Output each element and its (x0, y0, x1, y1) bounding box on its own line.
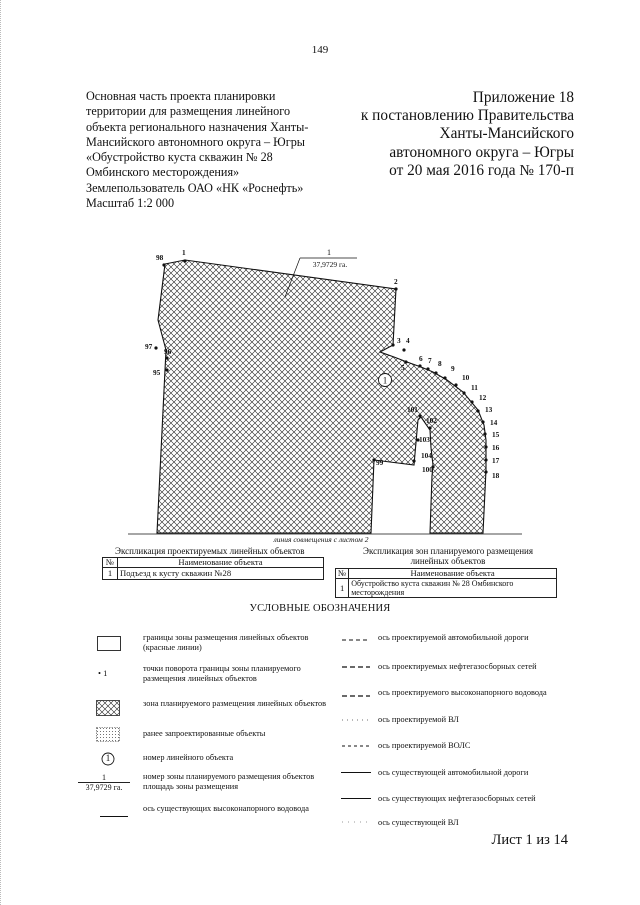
point-label-98: 98 (156, 253, 164, 262)
point-marker (162, 263, 165, 266)
table-header-row (103, 558, 324, 568)
right-table-caption-line: линейных объектов (410, 556, 486, 566)
dash-line-icon (342, 638, 370, 642)
table-cell: 1 (336, 579, 349, 598)
point-marker (462, 391, 465, 394)
point-label-97: 97 (145, 342, 153, 351)
object-number: 1 (382, 375, 388, 386)
zone-fraction-icon (78, 773, 130, 792)
point-marker (394, 287, 397, 290)
point-label-12: 12 (479, 393, 487, 402)
point-marker (443, 376, 446, 379)
legend-item-text: ранее запроектированные объекты (143, 729, 266, 738)
table-header-cell: № (336, 569, 349, 579)
left-title-line: Основная часть проекта планировки (86, 89, 276, 103)
table-row (103, 568, 324, 580)
table-header-cell: Наименование объекта (118, 558, 324, 568)
legend-item-text: ось проектируемой ВОЛС (378, 741, 471, 750)
red-line-rect-icon (97, 636, 121, 651)
point-label-95: 95 (153, 368, 161, 377)
point-label-2: 2 (394, 277, 398, 286)
dot-line-icon (342, 718, 370, 722)
crosshatch-icon (96, 700, 120, 716)
point-marker (402, 348, 405, 351)
sheet-number: Лист 1 из 14 (491, 832, 568, 848)
circled-number-text: 1 (105, 753, 111, 763)
point-label-16: 16 (492, 443, 500, 452)
land-user-line: Землепользователь ОАО «НК «Роснефть» (86, 180, 304, 195)
table-row (336, 579, 557, 598)
point-label-99: 99 (376, 458, 384, 467)
point-label-103: 103 (419, 435, 430, 444)
right-table-caption-line: Экспликация зон планируемого размещения (363, 546, 533, 556)
point-marker (412, 459, 415, 462)
point-label-6: 6 (419, 354, 423, 363)
left-title-line: Омбинского месторождения» (86, 165, 240, 180)
point-label-7: 7 (428, 356, 432, 365)
point-marker (470, 400, 473, 403)
point-marker (483, 432, 486, 435)
legend-item-text: ось проектируемой ВЛ (378, 715, 459, 724)
point-marker (454, 383, 457, 386)
left-title-line: Мансийского автономного округа – Югры (86, 134, 305, 149)
joint-line-label: линия совмещения с листом 2 (273, 535, 369, 544)
point-marker (434, 371, 437, 374)
table-header-row (336, 569, 557, 579)
point-label-101: 101 (407, 405, 418, 414)
point-marker (165, 368, 168, 371)
right-table-caption (353, 546, 543, 566)
point-marker (476, 409, 479, 412)
appendix-line: автономного округа – Югры (389, 143, 574, 161)
legend-item-text: ось проектируемой автомобильной дороги (378, 633, 529, 642)
point-marker (183, 259, 186, 262)
point-marker (165, 356, 168, 359)
zone-fraction-top: 1 (102, 773, 106, 782)
legend-item-text: номер зоны планируемого размещения объектов площадь зоны размещения (143, 772, 315, 791)
point-label-100: 100 (422, 465, 433, 474)
solid-line-icon (341, 772, 371, 773)
legend-item-text: ось проектируемых нефтегазосборных сетей (378, 662, 537, 671)
dotted-fill-icon (96, 727, 120, 742)
table-header-cell: № (103, 558, 118, 568)
solid-line-icon (341, 798, 371, 799)
linear-objects-table (102, 557, 324, 580)
point-label-15: 15 (492, 430, 500, 439)
point-marker (484, 458, 487, 461)
point-label-13: 13 (485, 405, 493, 414)
point-marker (484, 445, 487, 448)
table-cell: 1 (103, 568, 118, 580)
legend-item-text: ось существующих высоконапорного водовода (143, 804, 309, 813)
point-label-11: 11 (471, 383, 478, 392)
point-dot-icon: • 1 (98, 668, 108, 678)
legend-title: УСЛОВНЫЕ ОБОЗНАЧЕНИЯ (249, 603, 391, 614)
left-title-line: объекта регионального назначения Ханты- (86, 119, 309, 134)
appendix-line: Приложение 18 (472, 89, 574, 106)
point-label-8: 8 (438, 359, 442, 368)
point-label-5: 5 (401, 363, 405, 372)
legend-item-text: ось существующей ВЛ (378, 818, 459, 827)
point-marker (484, 470, 487, 473)
appendix-line: к постановлению Правительства (360, 107, 574, 125)
legend-item-text: ось существующей автомобильной дороги (378, 768, 529, 777)
dash-line-icon (342, 665, 370, 669)
appendix-line: от 20 мая 2016 года № 170-п (389, 161, 574, 179)
point-label-102: 102 (426, 416, 437, 425)
dash-line-icon (342, 694, 370, 698)
zone-area: 37,9729 га. (312, 260, 348, 269)
point-marker (426, 367, 429, 370)
point-marker (154, 346, 157, 349)
page-number: 149 (311, 44, 329, 56)
solid-line-icon (100, 816, 128, 817)
zone-number: 1 (327, 248, 331, 257)
left-title-line: территории для размещения линейного (86, 104, 291, 119)
point-label-4: 4 (406, 336, 410, 345)
point-marker (481, 420, 484, 423)
point-marker (418, 414, 421, 417)
table-cell: Подъезд к кусту скважин №28 (118, 568, 324, 580)
zones-table (335, 568, 557, 598)
appendix-line: Ханты-Мансийского (439, 125, 574, 143)
point-marker (428, 426, 431, 429)
planning-zone-area (157, 260, 486, 533)
legend-item-text: ось существующих нефтегазосборных сетей (378, 794, 536, 803)
point-marker (404, 360, 407, 363)
legend-item-text: точки поворота границы зоны планируемого размещения линейных объектов (143, 664, 301, 683)
point-marker (391, 343, 394, 346)
left-title-line: «Обустройство куста скважин № 28 (86, 150, 273, 165)
table-cell: Обустройство куста скважин № 28 Омбинского месторождения (349, 579, 557, 598)
table-header-cell: Наименование объекта (349, 569, 557, 579)
left-table-caption: Экспликация проектируемых линейных объектов (115, 546, 305, 556)
point-label-3: 3 (397, 336, 401, 345)
point-marker (418, 364, 421, 367)
legend-item-text: номер линейного объекта (143, 753, 234, 762)
point-label-9: 9 (451, 364, 455, 373)
point-label-18: 18 (492, 471, 500, 480)
dash-line-icon (342, 744, 370, 748)
zone-fraction-bottom: 37,9729 га. (78, 782, 130, 792)
legend-item-text: зона планируемого размещения линейных объектов (143, 699, 327, 708)
point-label-104: 104 (421, 451, 432, 460)
point-label-17: 17 (492, 456, 500, 465)
legend-item-text: границы зоны размещения линейных объектов (красные линии) (143, 633, 309, 652)
scale-line: Масштаб 1:2 000 (86, 196, 175, 211)
point-label-96: 96 (164, 347, 172, 356)
legend-item-text: ось проектируемого высоконапорного водовода (378, 688, 547, 697)
point-label-10: 10 (462, 373, 470, 382)
point-label-14: 14 (490, 418, 498, 427)
dot-line-icon (342, 820, 370, 824)
point-label-1: 1 (182, 248, 186, 257)
